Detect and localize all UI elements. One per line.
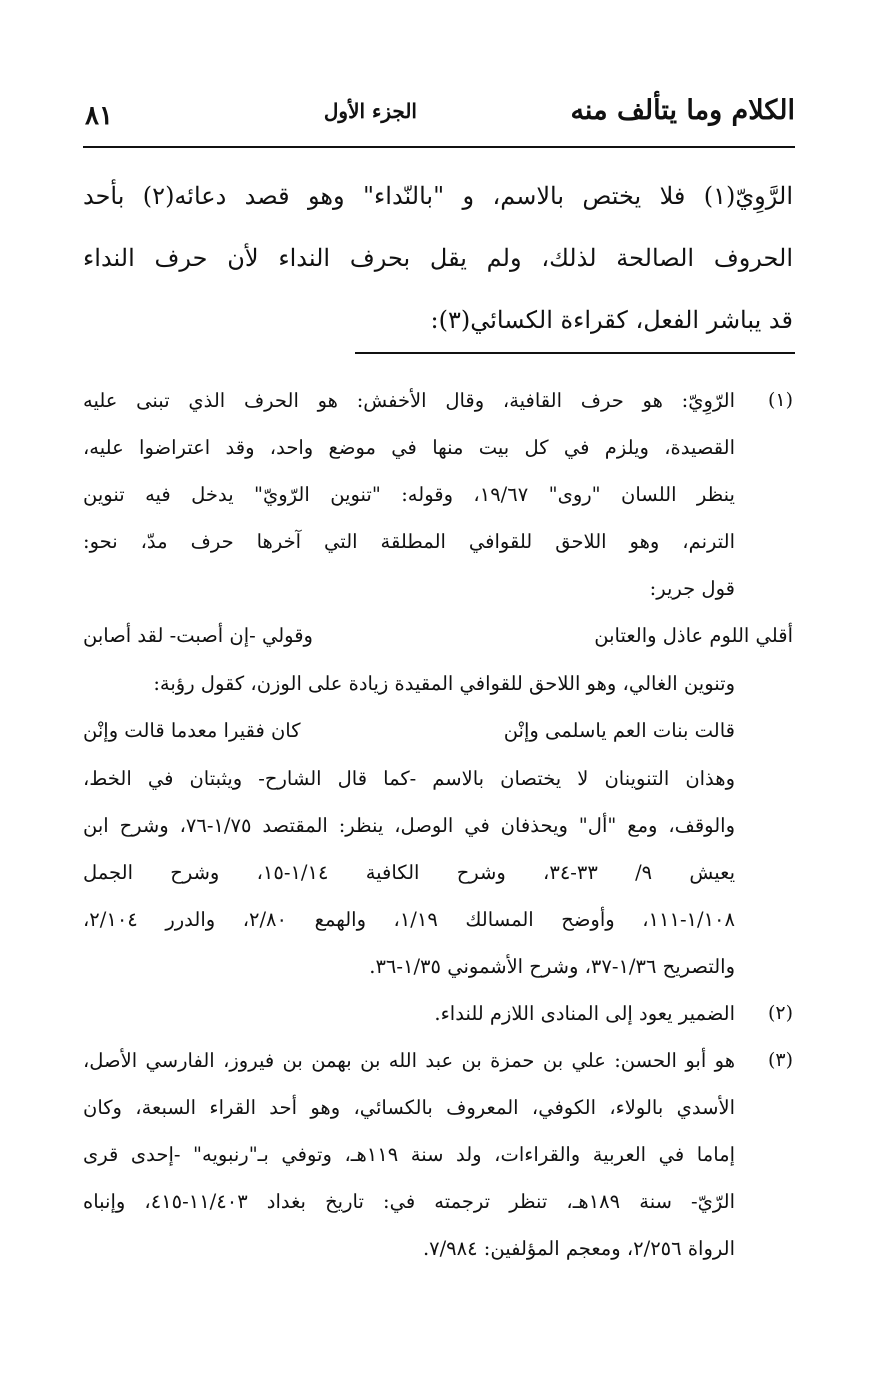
- footnote-line: القصيدة، ويلزم في كل بيت منها في موضع واحد، وقد اعتراضوا عليه،: [83, 436, 735, 459]
- main-text-line: الحروف الصالحة لذلك، ولم يقل بحرف النداء لأن حرف النداء: [83, 244, 793, 272]
- footnote-line: وهذان التنوينان لا يختصان بالاسم -كما قال الشارح- ويثبتان في الخط،: [83, 767, 735, 790]
- main-text-line: قد يباشر الفعل، كقراءة الكسائي(٣):: [430, 306, 793, 334]
- footnote-marker: (٢): [767, 1002, 793, 1024]
- verse-first-hemistich: قالت بنات العم ياسلمى وإنْن: [503, 719, 735, 742]
- header-rule: [83, 146, 795, 148]
- part-label: الجزء الأول: [323, 99, 417, 123]
- page-number: ٨١: [85, 101, 113, 131]
- footnote-line: الترنم، وهو اللاحق للقوافي المطلقة التي آخرها حرف مدّ، نحو:: [83, 530, 735, 553]
- footnote-line: قول جرير:: [649, 577, 735, 600]
- footnote-3: [83, 1037, 793, 1272]
- footnotes: [83, 377, 793, 1272]
- footnote-line: الرواة ٢/٢٥٦، ومعجم المؤلفين: ٧/٩٨٤.: [422, 1237, 735, 1260]
- footnote-line: هو أبو الحسن: علي بن حمزة بن عبد الله بن بهمن بن فيروز، الفارسي الأصل،: [83, 1049, 735, 1072]
- footnote-line: يعيش ٩/ ٣٣-٣٤، وشرح الكافية ١/١٤-١٥، وشرح الجمل: [83, 861, 735, 884]
- footnote-line: الرّوِيّ: هو حرف القافية، وقال الأخفش: هو الحرف الذي تبنى عليه: [83, 389, 735, 412]
- footnote-line: وتنوين الغالي، وهو اللاحق للقوافي المقيدة زيادة على الوزن، كقول رؤبة:: [153, 672, 735, 695]
- footnote-line: الرّيّ- سنة ١٨٩هـ، تنظر ترجمته في: تاريخ بغداد ١١/٤٠٣-٤١٥، وإنباه: [83, 1190, 735, 1213]
- footnote-marker: (١): [767, 389, 793, 411]
- chapter-title: الكلام وما يتألف منه: [570, 95, 795, 126]
- footnote-line: الأسدي بالولاء، الكوفي، المعروف بالكسائي، وهو أحد القراء السبعة، وكان: [83, 1096, 735, 1119]
- footnote-separator: [355, 352, 795, 354]
- verse-second-hemistich: وقولي -إن أصبت- لقد أصابن: [83, 624, 313, 647]
- footnote-line: والتصريح ١/٣٦-٣٧، وشرح الأشموني ١/٣٥-٣٦.: [369, 955, 735, 978]
- footnote-line: ١/١٠٨-١١١، وأوضح المسالك ١/١٩، والهمع ٢/٨٠، والدرر ٢/١٠٤،: [83, 908, 735, 931]
- footnote-line: إماما في العربية والقراءات، ولد سنة ١١٩هـ، وتوفي بـ"رنبويه" -إحدى قرى: [83, 1143, 735, 1166]
- footnote-line: الضمير يعود إلى المنادى اللازم للنداء.: [434, 1002, 735, 1025]
- footnote-line: ينظر اللسان "روى" ١٩/٦٧، وقوله: "تنوين الرّويّ" يدخل فيه تنوين: [83, 483, 735, 506]
- verse-first-hemistich: أقلي اللوم عاذل والعتابن: [594, 624, 793, 647]
- poetry-verse: [83, 707, 735, 755]
- poetry-verse: [83, 612, 793, 660]
- footnote-2: [83, 990, 793, 1037]
- footnote-1: [83, 377, 793, 990]
- main-text: [83, 165, 793, 351]
- footnote-line: والوقف، ومع "أل" ويحذفان في الوصل، ينظر: المقتصد ١/٧٥-٧٦، وشرح ابن: [83, 814, 736, 837]
- footnote-marker: (٣): [767, 1049, 793, 1071]
- verse-second-hemistich: كان فقيرا معدما قالت وإنْن: [83, 719, 301, 742]
- running-header: [85, 95, 795, 135]
- main-text-line: الرَّوِيّ(١) فلا يختص بالاسم، و "بالنّداء" وهو قصد دعائه(٢) بأحد: [83, 182, 793, 210]
